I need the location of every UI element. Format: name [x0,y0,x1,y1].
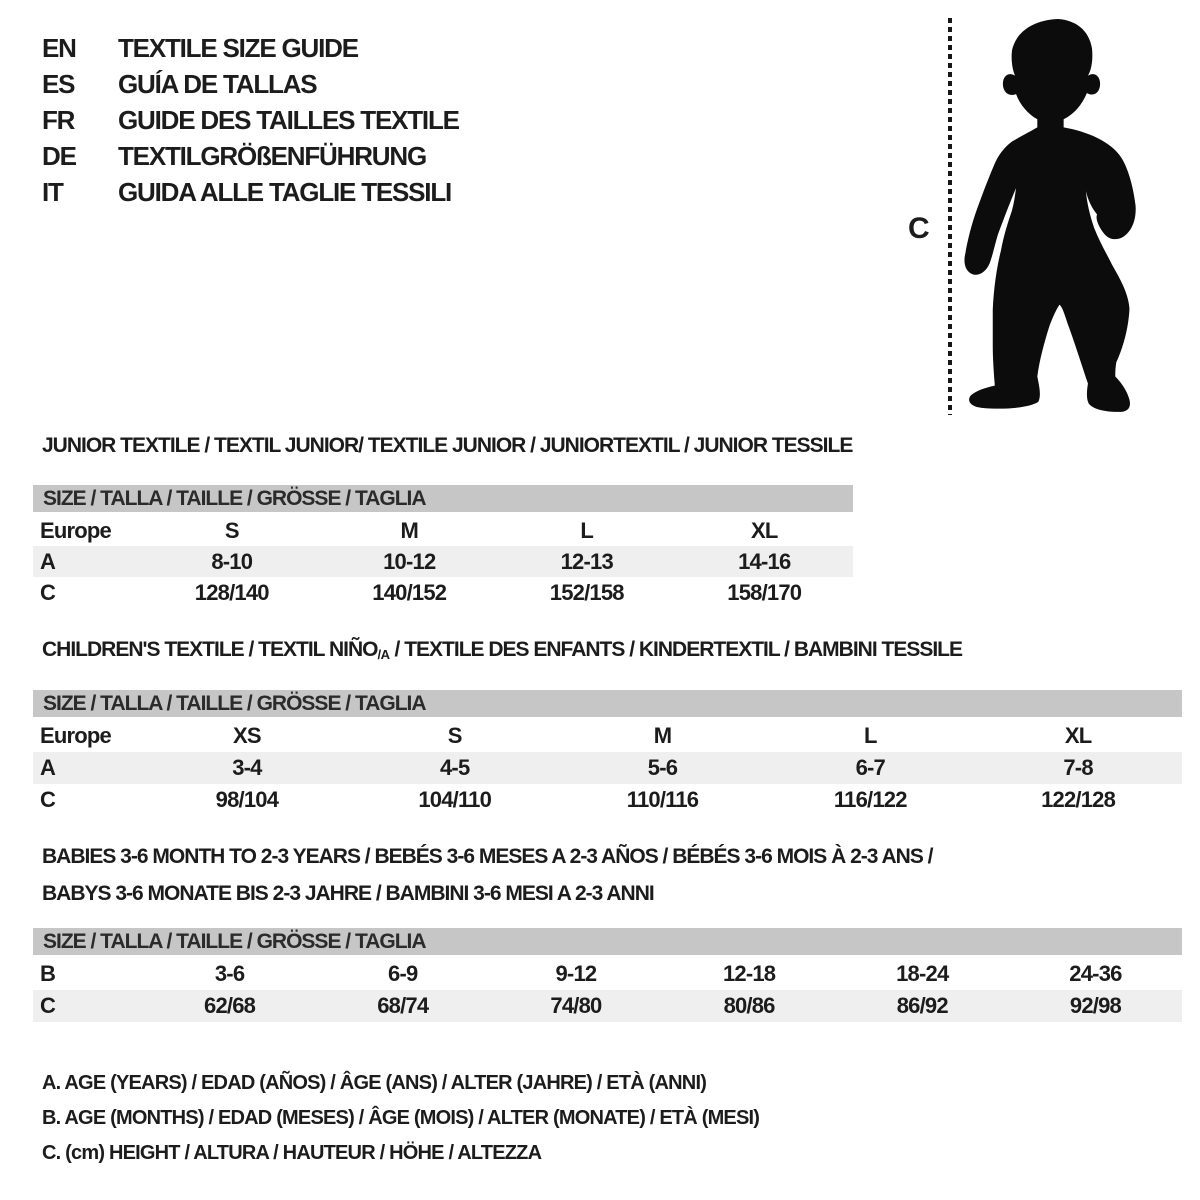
size-header-bar: SIZE / TALLA / TAILLE / GRÖSSE / TAGLIA [33,928,1182,955]
language-line-fr [42,102,459,138]
table-row-europe [33,515,853,546]
measurement-legend [42,1066,759,1171]
height-cell: 68/74 [377,993,429,1018]
height-cell: 92/98 [1069,993,1121,1018]
height-measure-label: C [908,212,929,245]
size-cell: XS [233,723,261,748]
age-cell: 24-36 [1069,961,1122,986]
section-title-subscript: /A [377,646,390,662]
table-row-age-months [33,958,1182,990]
row-label: B [40,961,56,986]
size-cell: XL [1064,723,1092,748]
size-cell: M [653,723,672,748]
table-row-age-years [33,546,853,577]
age-cell: 6-9 [388,961,418,986]
row-label: Europe [40,723,111,748]
height-cell: 80/86 [723,993,775,1018]
age-cell: 6-7 [855,755,885,780]
height-cell: 116/122 [833,787,907,812]
age-cell: 12-13 [560,548,613,574]
height-cell: 152/158 [549,579,624,605]
height-cell: 110/116 [626,787,699,812]
height-cell: 158/170 [727,579,802,605]
size-cell: XL [750,517,778,543]
row-label: C [40,993,56,1018]
legend-line-a: A. AGE (YEARS) / EDAD (AÑOS) / ÂGE (ANS) / ALTER (JAHRE) / ETÀ (ANNI) [42,1072,707,1094]
language-title-block [42,30,459,210]
size-cell: L [863,723,877,748]
height-cell: 98/104 [215,787,279,812]
age-cell: 8-10 [211,548,253,574]
guide-title: GUIDE DES TAILLES TEXTILE [118,104,459,135]
guide-title: GUÍA DE TALLAS [118,68,317,99]
age-cell: 4-5 [439,755,470,780]
language-line-de [42,138,459,174]
height-cell: 104/110 [418,787,492,812]
language-code: EN [42,32,76,63]
height-cell: 86/92 [896,993,948,1018]
row-label: A [40,755,56,780]
language-code: ES [42,68,75,99]
height-cell: 128/140 [194,579,269,605]
size-header-bar: SIZE / TALLA / TAILLE / GRÖSSE / TAGLIA [33,690,1182,717]
guide-title: TEXTILE SIZE GUIDE [118,32,358,63]
size-table-babies [33,928,1182,1022]
table-row-height-cm [33,990,1182,1022]
age-cell: 14-16 [738,548,791,574]
section-title-junior: JUNIOR TEXTILE / TEXTIL JUNIOR/ TEXTILE JUNIOR / JUNIORTEXTIL / JUNIOR TESSILE [42,434,853,457]
age-cell: 7-8 [1063,755,1093,780]
table-row-europe [33,720,1182,752]
section-title-children [42,638,962,662]
size-cell: M [400,517,419,543]
age-cell: 5-6 [647,755,678,780]
size-header-bar: SIZE / TALLA / TAILLE / GRÖSSE / TAGLIA [33,485,853,512]
size-cell: L [580,517,594,543]
table-row-age-years [33,752,1182,784]
height-cell: 122/128 [1041,787,1116,812]
height-cell: 62/68 [204,993,256,1018]
row-label: C [40,787,56,812]
section-title-part: CHILDREN'S TEXTILE / TEXTIL NIÑO [42,638,378,661]
language-code: DE [42,140,76,171]
toddler-silhouette-icon [963,17,1141,418]
age-cell: 10-12 [383,548,436,574]
table-rows [33,515,853,608]
age-cell: 18-24 [896,961,949,986]
size-cell: S [447,723,462,748]
section-title-babies-line2: BABYS 3-6 MONATE BIS 2-3 JAHRE / BAMBINI 3-6 MESI A 2-3 ANNI [42,882,654,905]
language-code: FR [42,104,75,135]
section-title-babies-line1: BABIES 3-6 MONTH TO 2-3 YEARS / BEBÉS 3-6 MESES A 2-3 AÑOS / BÉBÉS 3-6 MOIS À 2-3 ANS / [42,845,933,868]
table-row-height-cm [33,577,853,608]
height-cell: 74/80 [550,993,602,1018]
row-label: A [40,548,56,574]
language-line-en [42,30,459,66]
row-label: C [40,579,56,605]
row-label: Europe [40,517,111,543]
height-cell: 140/152 [372,579,447,605]
section-title-part: / TEXTILE DES ENFANTS / KINDERTEXTIL / BAMBINI TESSILE [389,638,963,661]
size-table-children [33,690,1182,816]
guide-title: TEXTILGRÖßENFÜHRUNG [118,140,426,171]
table-rows [33,720,1182,816]
language-line-es [42,66,459,102]
height-measure-dashed-line [948,18,952,415]
language-code: IT [42,176,63,207]
legend-line-c: C. (cm) HEIGHT / ALTURA / HAUTEUR / HÖHE / ALTEZZA [42,1142,542,1164]
guide-title: GUIDA ALLE TAGLIE TESSILI [118,176,452,207]
age-cell: 3-4 [232,755,262,780]
age-cell: 12-18 [722,961,776,986]
table-row-height-cm [33,784,1182,816]
size-table-junior [33,485,853,608]
legend-line-b: B. AGE (MONTHS) / EDAD (MESES) / ÂGE (MOIS) / ALTER (MONATE) / ETÀ (MESI) [42,1107,760,1129]
language-line-it [42,174,459,210]
age-cell: 9-12 [555,961,597,986]
size-cell: S [224,517,239,543]
age-cell: 3-6 [214,961,245,986]
table-rows [33,958,1182,1022]
